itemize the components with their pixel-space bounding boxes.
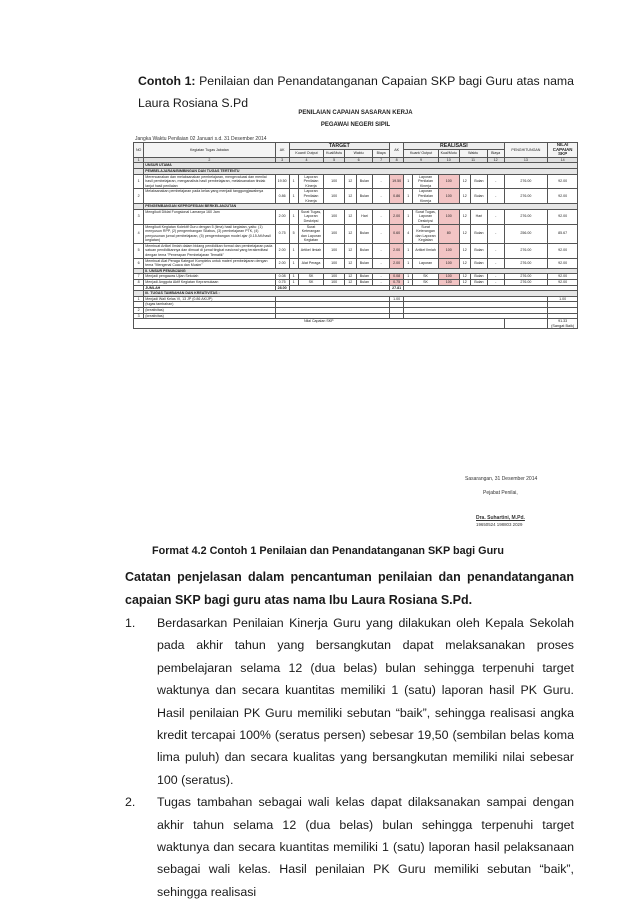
cell-t-kual: 100: [324, 274, 345, 280]
cell-r-waktu: 12: [459, 209, 471, 224]
cell-penghitungan: 276.00: [504, 274, 548, 280]
col-ak: AK: [275, 143, 289, 158]
cell-r-biaya: -: [487, 174, 504, 189]
colnum: 5: [324, 157, 345, 163]
cell-kegiatan: Merencanakan dan melaksanakan pembelajaran, mengevaluasi dan menilai hasil pembelajaran, menganalisis hasil pembelajaran, melaksanakan tindak lanjut hasil penilaian: [144, 174, 275, 189]
cell-r-kuant: 1: [404, 189, 413, 204]
list-item-number: 2.: [125, 795, 136, 810]
cell-r-kual: 100: [438, 280, 459, 286]
cell-t-biaya: -: [373, 174, 390, 189]
table-row: [134, 243, 578, 258]
cell-r-biaya: -: [487, 189, 504, 204]
cell-t-kuant: 1: [289, 243, 298, 258]
cell-r-kual: 100: [438, 209, 459, 224]
col-r-biaya: Biaya: [487, 150, 504, 157]
cell-t-kuant: 1: [289, 174, 298, 189]
cell-nilai: 85.67: [548, 224, 578, 243]
cell-r-biaya: -: [487, 209, 504, 224]
cell-no: 7: [134, 274, 144, 280]
cell-t-output: Surat Keterangan dan Laporan Kegiatan: [298, 224, 324, 243]
signer-nip: 19650524 198803 2029: [476, 522, 523, 527]
cell-t-kual: 100: [324, 243, 345, 258]
col-r-waktu: Waktu: [459, 150, 487, 157]
cell-r-waktu-unit: Bulan: [471, 189, 488, 204]
cell-r-output: Surat Tugas, Laporan Deskripsi: [413, 209, 439, 224]
colnum: 9: [404, 157, 439, 163]
notes-subheading: Catatan penjelasan dalam pencantuman penilaian dan penandatanganan capaian SKP bagi guru atas nama Ibu Laura Rosiana S.Pd.: [125, 570, 574, 607]
colnum: 2: [144, 157, 275, 163]
colnum: 8: [390, 157, 404, 163]
col-t-kuant: Kuant/ Output: [289, 150, 324, 157]
cell-t-output: SK: [298, 274, 324, 280]
cell-kegiatan: Melaksanakan pembelajaran pada kelas yang menjadi tanggungjawabnya: [144, 189, 275, 204]
col-penghitungan: PENGHITUNGAN: [504, 143, 548, 158]
cell-t-biaya: -: [373, 280, 390, 286]
table-row: [134, 209, 578, 224]
cell-r-kual: 100: [438, 189, 459, 204]
cell-r-output: SK: [413, 274, 439, 280]
cell-r-kuant: 1: [404, 274, 413, 280]
cell-no: 2: [134, 308, 144, 314]
notes-list: [125, 612, 574, 902]
cell-no: 4: [134, 224, 144, 243]
cell-ak: 2.00: [275, 258, 289, 268]
cell-r-waktu: 12: [459, 280, 471, 286]
cell-kegiatan: Menjadi Anggota Aktif Kegiatan Kepramukaan: [144, 280, 275, 286]
cell-ak: 2.00: [275, 243, 289, 258]
cell-t-kuant: 1: [289, 189, 298, 204]
cell-t-kuant: 1: [289, 258, 298, 268]
colnum: 11: [459, 157, 487, 163]
cell-penghitungan: 276.00: [504, 280, 548, 286]
extra-label: Menjadi Wali Kelas VI, 13 JP (0.86 AK/JP): [144, 296, 275, 302]
cell-t-waktu: 12: [344, 280, 356, 286]
cell-t-waktu-unit: Bulan: [356, 280, 373, 286]
cell-r-biaya: -: [487, 280, 504, 286]
cell-t-waktu-unit: Bulan: [356, 174, 373, 189]
cell-r-kual: 100: [438, 174, 459, 189]
cell-r-ak: 0.86: [390, 189, 404, 204]
skp-table: [133, 142, 578, 329]
colnum: 7: [373, 157, 390, 163]
nilai-capaian-row: [134, 319, 578, 329]
cell-r-kual: 100: [438, 258, 459, 268]
cell-t-kual: 100: [324, 209, 345, 224]
col-kegiatan: Kegiatan Tugas Jabatan: [144, 143, 275, 158]
sign-place-date: Sasarangan, 31 Desember 2014: [465, 476, 538, 482]
cell-t-kuant: 1: [289, 274, 298, 280]
cell-t-output: Laporan Penilaian Kinerja: [298, 189, 324, 204]
section-label: UNSUR UTAMA: [144, 163, 578, 169]
list-item-text: Tugas tambahan sebagai wali kelas dapat dilaksanakan sampai dengan akhir tahun selama 12 (dua belas) bulan sehingga terpenuhi target waktunya dan secara kuantitas memiliki 1 (satu) laporan hasil pelaksanaan sebagai wali kelas. Hasil penilaian PK Guru memiliki sebutan “baik”, sehingga realisasi: [157, 795, 574, 899]
cell-t-output: Laporan Penilaian Kinerja: [298, 174, 324, 189]
cell-no: 3: [134, 313, 144, 319]
cell-r-ak: 2.00: [390, 209, 404, 224]
cell-no: 6: [134, 258, 144, 268]
col-target: TARGET: [289, 143, 389, 150]
nilai-capaian-value: [548, 319, 578, 329]
extra-label: (kreativitas): [144, 308, 275, 314]
colnum: 4: [289, 157, 324, 163]
cell-t-waktu-unit: Bulan: [356, 258, 373, 268]
cell-r-output: Laporan Penilaian Kinerja: [413, 189, 439, 204]
list-item: [125, 612, 574, 791]
cell-ak: 2.00: [275, 209, 289, 224]
cell-kegiatan: Membuat Alat Peraga Kategori Kompleks untuk materi pembelajaran dengan tema "Mengenal Cuaca dan Musim": [144, 258, 275, 268]
cell-t-output: Surat Tugas, Laporan Deskripsi: [298, 209, 324, 224]
cell-t-waktu-unit: Bulan: [356, 189, 373, 204]
cell-t-kuant: 1: [289, 280, 298, 286]
cell-t-waktu: 12: [344, 174, 356, 189]
figure-caption: Format 4.2 Contoh 1 Penilaian dan Penandatanganan SKP bagi Guru: [152, 545, 504, 557]
total-label: JUMLAH: [144, 285, 275, 291]
colnum: 13: [504, 157, 548, 163]
cell-ak: 0.08: [275, 274, 289, 280]
col-r-kuant: Kuant/ Output: [404, 150, 439, 157]
list-item: [125, 791, 574, 902]
cell-t-biaya: -: [373, 258, 390, 268]
cell-t-kuant: 5: [289, 224, 298, 243]
form-title-line1: PENILAIAN CAPAIAN SASARAN KERJA: [298, 110, 413, 116]
cell-t-waktu: 12: [344, 274, 356, 280]
col-r-kual: Kual/Mutu: [438, 150, 459, 157]
list-item-number: 1.: [125, 616, 136, 630]
skp-body: [134, 163, 578, 319]
total-r-ak: 27.81: [390, 285, 404, 291]
col-no: NO: [134, 143, 144, 158]
cell-r-kuant: 1: [404, 209, 413, 224]
cell-r-ak: 0.08: [390, 274, 404, 280]
cell-r-kuant: 1: [404, 174, 413, 189]
cell-t-biaya: -: [373, 189, 390, 204]
cell-ak: 0.75: [275, 224, 289, 243]
cell-t-waktu: 12: [344, 243, 356, 258]
cell-r-kuant: 4: [404, 224, 413, 243]
cell-nilai: 92.00: [548, 174, 578, 189]
cell-no: 8: [134, 280, 144, 286]
extra-label: (kreativitas): [144, 313, 275, 319]
nilai-capaian-label: Nilai Capaian SKP: [134, 319, 505, 329]
cell-r-output: Laporan Penilaian Kinerja: [413, 174, 439, 189]
cell-r-output: Laporan: [413, 258, 439, 268]
cell-r-output: Surat Keterangan dan Laporan Kegiatan: [413, 224, 439, 243]
col-nilai: NILAI CAPAIAN SKP: [548, 143, 578, 158]
cell-t-biaya: -: [373, 243, 390, 258]
section-label: II. UNSUR PENUNJANG: [144, 268, 578, 274]
cell-r-waktu-unit: Bulan: [471, 243, 488, 258]
cell-nilai: 92.00: [548, 258, 578, 268]
cell-penghitungan: 276.00: [504, 174, 548, 189]
colnum: 1: [134, 157, 144, 163]
cell-r-waktu: 12: [459, 258, 471, 268]
cell-nilai: 92.00: [548, 243, 578, 258]
cell-r-waktu: 12: [459, 224, 471, 243]
cell-t-kual: 100: [324, 280, 345, 286]
nilai-capaian-spacer: [504, 319, 548, 329]
extra-nilai: 1.00: [548, 296, 578, 302]
cell-t-waktu: 12: [344, 224, 356, 243]
cell-kegiatan: Menjadi pengawas Ujian Sekolah: [144, 274, 275, 280]
cell-t-biaya: -: [373, 224, 390, 243]
cell-penghitungan: 276.00: [504, 189, 548, 204]
cell-r-ak: 0.60: [390, 224, 404, 243]
table-row: [134, 189, 578, 204]
colnum: 3: [275, 157, 289, 163]
cell-t-output: Artikel Ilmiah: [298, 243, 324, 258]
cell-nilai: 92.00: [548, 274, 578, 280]
cell-t-waktu-unit: Bulan: [356, 224, 373, 243]
header-row-1: [134, 143, 578, 150]
extra-r-ak: 1.00: [390, 296, 404, 302]
signer-name: Dra. Suhartini, M.Pd.: [476, 515, 525, 521]
cell-r-biaya: -: [487, 224, 504, 243]
cell-r-biaya: -: [487, 243, 504, 258]
cell-r-kuant: 1: [404, 243, 413, 258]
skp-form: [133, 108, 578, 528]
extra-label: (tugas tambahan): [144, 302, 275, 308]
nilai-capaian-number: 91.33: [558, 319, 568, 324]
cell-r-biaya: -: [487, 274, 504, 280]
cell-ak: 19.50: [275, 174, 289, 189]
cell-no: 1: [134, 174, 144, 189]
cell-t-waktu: 12: [344, 258, 356, 268]
cell-r-waktu-unit: Hari: [471, 209, 488, 224]
sign-role: Pejabat Penilai,: [483, 490, 518, 496]
section-label: PEMBELAJARAN/BIMBINGAN DAN TUGAS TERTENTU: [144, 168, 578, 174]
heading-label: Contoh 1:: [138, 74, 196, 88]
col-ak-realisasi: AK: [390, 143, 404, 158]
cell-r-ak: 2.00: [390, 243, 404, 258]
cell-r-waktu-unit: Bulan: [471, 174, 488, 189]
total-ak: 28.00: [275, 285, 289, 291]
cell-r-kual: 100: [438, 243, 459, 258]
cell-r-kual: 100: [438, 274, 459, 280]
cell-no: 2: [134, 189, 144, 204]
cell-t-waktu-unit: Bulan: [356, 274, 373, 280]
form-title-line2: PEGAWAI NEGERI SIPIL: [320, 122, 391, 128]
cell-t-kual: 100: [324, 258, 345, 268]
cell-t-output: SK: [298, 280, 324, 286]
cell-t-kual: 100: [324, 189, 345, 204]
section-label: PENGEMBANGAN KEPROFESIAN BERKELANJUTAN: [144, 204, 578, 210]
cell-r-waktu: 12: [459, 243, 471, 258]
cell-r-kuant: 1: [404, 258, 413, 268]
cell-r-output: Artikel Ilmiah: [413, 243, 439, 258]
section-label: III. TUGAS TAMBAHAN DAN KREATIVITAS :: [144, 291, 578, 297]
cell-kegiatan: Membuat Artikel Ilmiah dalam bidang pendidikan formal dan pembelajaran pada satuan pendidikannya dan dimuat di jurnal tingkat nasional yang terakreditasi dengan tema "Penerapan Pembelajaran Tematik": [144, 243, 275, 258]
cell-kegiatan: Mengikuti Kegiatan Kolektif Guru dengan 5 (lima) hasil kegiatan, yaitu: (1) menyusun RPP, (2) pengembangan Silabus, (3) pembelajaran PTK, (4) penyusunan jurnal pembelajaran, (5) pengembangan model ajar (0.15 AK/hasil kegiatan): [144, 224, 275, 243]
cell-t-kuant: 1: [289, 209, 298, 224]
cell-t-kual: 100: [324, 224, 345, 243]
cell-t-kual: 100: [324, 174, 345, 189]
cell-r-kuant: 1: [404, 280, 413, 286]
cell-t-waktu-unit: Bulan: [356, 243, 373, 258]
cell-no: 3: [134, 209, 144, 224]
cell-r-ak: 19.50: [390, 174, 404, 189]
col-realisasi: REALISASI: [404, 143, 504, 150]
colnum: 12: [487, 157, 504, 163]
cell-r-waktu-unit: Bulan: [471, 280, 488, 286]
cell-t-waktu-unit: Hari: [356, 209, 373, 224]
list-item-text: Berdasarkan Penilaian Kinerja Guru yang dilakukan oleh Kepala Sekolah pada akhir tahun yang bersangkutan dapat melaksanakan proses pembelajaran selama 12 (dua belas) bulan sehingga terpenuhi target waktunya dan secara kuantitas memiliki 1 (satu) laporan hasil PK Guru. Hasil penilaian PK Guru memiliki sebutan “baik”, sehingga realisasi angka kredit tercapai 100% (seratus persen) sebesar 19,50 (sembilan belas koma lima puluh) dan secara kualitas yang bersangkutan memiliki nilai sebesar 100 (seratus).: [157, 616, 574, 787]
heading-text: Penilaian dan Penandatanganan Capaian SKP bagi Guru atas nama Laura Rosiana S.Pd: [138, 74, 575, 110]
cell-r-waktu: 12: [459, 189, 471, 204]
cell-penghitungan: 276.00: [504, 258, 548, 268]
cell-penghitungan: 276.00: [504, 243, 548, 258]
table-row: [134, 224, 578, 243]
col-t-waktu: Waktu: [344, 150, 372, 157]
cell-penghitungan: 276.00: [504, 209, 548, 224]
cell-r-kual: 80: [438, 224, 459, 243]
cell-t-biaya: -: [373, 274, 390, 280]
cell-ak: 0.86: [275, 189, 289, 204]
cell-t-output: Alat Peraga: [298, 258, 324, 268]
cell-r-waktu: 12: [459, 274, 471, 280]
colnum: 6: [344, 157, 372, 163]
cell-ak: 0.75: [275, 280, 289, 286]
cell-r-biaya: -: [487, 258, 504, 268]
col-t-kual: Kual/Mutu: [324, 150, 345, 157]
cell-r-waktu-unit: Bulan: [471, 224, 488, 243]
cell-nilai: 92.00: [548, 280, 578, 286]
cell-r-ak: 0.75: [390, 280, 404, 286]
cell-nilai: 92.00: [548, 209, 578, 224]
colnum: 10: [438, 157, 459, 163]
cell-nilai: 92.00: [548, 189, 578, 204]
cell-t-waktu: 12: [344, 189, 356, 204]
cell-r-waktu: 12: [459, 174, 471, 189]
table-row: [134, 174, 578, 189]
cell-penghitungan: 256.00: [504, 224, 548, 243]
cell-no: 5: [134, 243, 144, 258]
cell-r-waktu-unit: Bulan: [471, 274, 488, 280]
cell-r-output: SK: [413, 280, 439, 286]
cell-kegiatan: Mengikuti Diklat Fungsional Lamanya 160 Jam: [144, 209, 275, 224]
table-row: [134, 258, 578, 268]
colnum: 14: [548, 157, 578, 163]
nilai-capaian-predikat: (Sangat Baik): [551, 323, 575, 328]
cell-t-biaya: -: [373, 209, 390, 224]
form-period: Jangka Waktu Penilaian 02 Januari s.d. 31 Desember 2014: [135, 136, 267, 142]
cell-no: 1: [134, 296, 144, 302]
col-t-biaya: Biaya: [373, 150, 390, 157]
cell-t-waktu: 12: [344, 209, 356, 224]
cell-r-waktu-unit: Bulan: [471, 258, 488, 268]
cell-r-ak: 2.00: [390, 258, 404, 268]
